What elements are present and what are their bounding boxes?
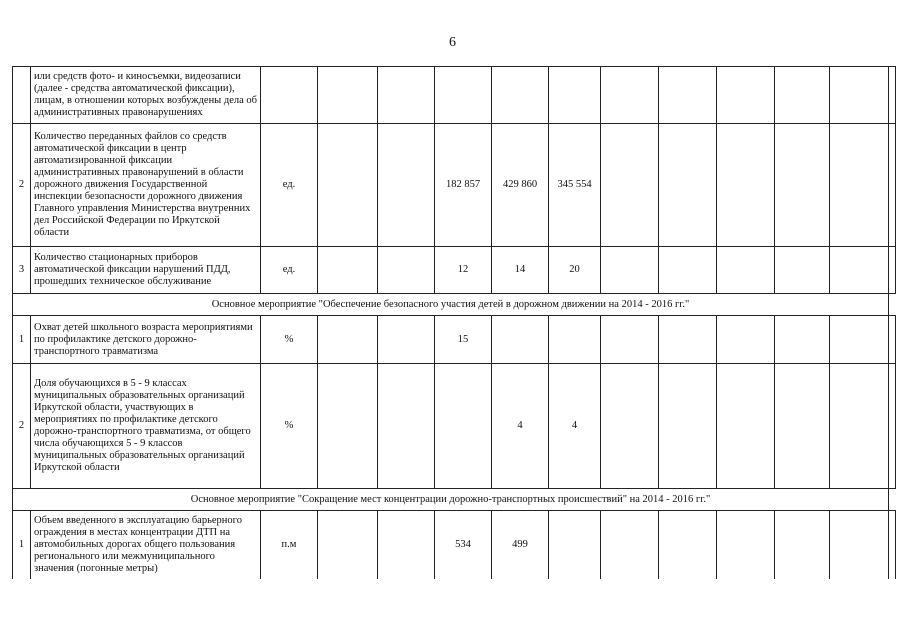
value-cell <box>318 247 378 294</box>
value-cell <box>659 67 717 124</box>
row-number: 1 <box>13 511 31 579</box>
unit-cell: п.м <box>261 511 318 579</box>
value-cell <box>378 364 435 489</box>
value-cell <box>378 316 435 364</box>
value-cell: 12 <box>435 247 492 294</box>
value-cell <box>830 364 889 489</box>
value-cell <box>318 511 378 579</box>
row-number: 2 <box>13 124 31 247</box>
value-cell: 182 857 <box>435 124 492 247</box>
row-number: 3 <box>13 247 31 294</box>
value-cell: 534 <box>435 511 492 579</box>
value-cell <box>549 316 601 364</box>
value-cell <box>889 247 896 294</box>
value-cell <box>717 124 775 247</box>
value-cell <box>318 316 378 364</box>
table-row <box>13 247 896 294</box>
value-cell <box>601 247 659 294</box>
indicator-name: Количество переданных файлов со средств автоматической фиксации в центр автоматизированной фиксации административных правонарушений в области дорожного движения Государственной инспекции безопасности дорожного движения Главного управления Министерства внутренних дел Российской Федерации по Иркутской области <box>31 124 261 247</box>
section-title: Основное мероприятие "Обеспечение безопасного участия детей в дорожном движении на 2014 - 2016 гг." <box>13 294 889 316</box>
row-number: 2 <box>13 364 31 489</box>
value-cell <box>549 67 601 124</box>
table-row <box>13 124 896 247</box>
value-cell: 4 <box>549 364 601 489</box>
value-cell <box>601 364 659 489</box>
value-cell: 4 <box>492 364 549 489</box>
value-cell <box>830 67 889 124</box>
value-cell <box>775 364 830 489</box>
value-cell <box>889 67 896 124</box>
table-row <box>13 511 896 579</box>
row-number <box>13 67 31 124</box>
unit-cell: % <box>261 364 318 489</box>
value-cell <box>435 364 492 489</box>
value-cell: 20 <box>549 247 601 294</box>
value-cell <box>659 124 717 247</box>
value-cell <box>830 511 889 579</box>
section-row <box>13 489 896 511</box>
value-cell <box>717 364 775 489</box>
unit-cell: ед. <box>261 124 318 247</box>
value-cell <box>717 316 775 364</box>
value-cell <box>378 67 435 124</box>
value-cell <box>889 316 896 364</box>
value-cell <box>318 124 378 247</box>
indicators-table <box>12 66 896 579</box>
value-cell: 14 <box>492 247 549 294</box>
value-cell <box>378 247 435 294</box>
unit-cell <box>261 67 318 124</box>
value-cell <box>435 67 492 124</box>
value-cell <box>889 124 896 247</box>
value-cell <box>775 511 830 579</box>
value-cell <box>492 316 549 364</box>
value-cell <box>601 511 659 579</box>
value-cell <box>659 511 717 579</box>
value-cell <box>601 316 659 364</box>
value-cell <box>549 511 601 579</box>
value-cell <box>601 67 659 124</box>
value-cell: 15 <box>435 316 492 364</box>
value-cell <box>830 124 889 247</box>
value-cell <box>775 316 830 364</box>
value-cell <box>717 511 775 579</box>
value-cell <box>659 316 717 364</box>
indicator-name: Доля обучающихся в 5 - 9 классах муниципальных образовательных организаций Иркутской области, участвующих в мероприятиях по профилактике детского дорожно-транспортного травматизма, от общего числа обучающихся 5 - 9 классов муниципальных образовательных организаций Иркутской области <box>31 364 261 489</box>
value-cell <box>775 67 830 124</box>
value-cell <box>717 247 775 294</box>
value-cell <box>378 511 435 579</box>
value-cell: 499 <box>492 511 549 579</box>
table-row <box>13 364 896 489</box>
page-number: 6 <box>449 35 456 50</box>
indicator-name: Охват детей школьного возраста мероприятиями по профилактике детского дорожно-транспортного травматизма <box>31 316 261 364</box>
value-cell <box>775 124 830 247</box>
unit-cell: % <box>261 316 318 364</box>
value-cell <box>830 316 889 364</box>
value-cell <box>717 67 775 124</box>
table-row <box>13 67 896 124</box>
value-cell <box>659 247 717 294</box>
value-cell: 345 554 <box>549 124 601 247</box>
section-title: Основное мероприятие "Сокращение мест концентрации дорожно-транспортных происшествий" на 2014 - 2016 гг." <box>13 489 889 511</box>
indicator-name: Объем введенного в эксплуатацию барьерного ограждения в местах концентрации ДТП на автомобильных дорогах общего пользования регионального или межмуниципального значения (погонные метры) <box>31 511 261 579</box>
value-cell <box>889 364 896 489</box>
value-cell <box>889 511 896 579</box>
unit-cell: ед. <box>261 247 318 294</box>
value-cell <box>318 364 378 489</box>
value-cell <box>378 124 435 247</box>
value-cell <box>775 247 830 294</box>
section-row <box>13 294 896 316</box>
value-cell <box>830 247 889 294</box>
value-cell <box>318 67 378 124</box>
value-cell <box>659 364 717 489</box>
row-number: 1 <box>13 316 31 364</box>
value-cell <box>601 124 659 247</box>
value-cell <box>492 67 549 124</box>
indicator-name: или средств фото- и киносъемки, видеозаписи (далее - средства автоматической фиксации), лицам, в отношении которых возбуждены дела об административных правонарушениях <box>31 67 261 124</box>
table-row <box>13 316 896 364</box>
value-cell: 429 860 <box>492 124 549 247</box>
indicator-name: Количество стационарных приборов автоматической фиксации нарушений ПДД, прошедших техническое обслуживание <box>31 247 261 294</box>
